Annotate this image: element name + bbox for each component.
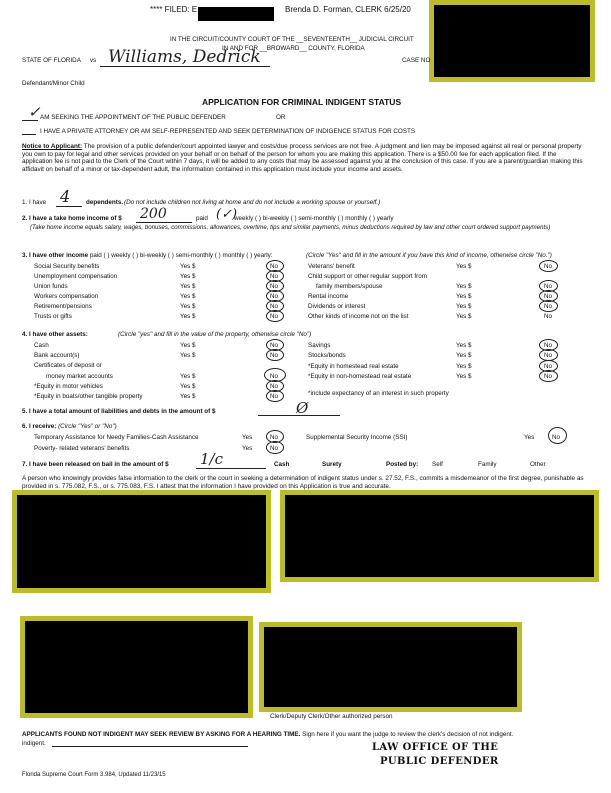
q4-no: No [544, 373, 553, 380]
q3-no: No [544, 293, 553, 300]
q2-weekly-check-icon: (✓) [216, 207, 238, 222]
q3-right-item: family members/spouse [316, 283, 383, 290]
q4-left-item: Cash [34, 342, 49, 349]
q3-right-item: Veterans' benefit [308, 263, 355, 270]
q2-line [136, 222, 192, 223]
q3-no: No [270, 283, 279, 290]
q7-surety: Surety [322, 461, 342, 468]
redaction-box-case-number [429, 0, 595, 82]
stamp-line-1: LAW OFFICE OF THE [372, 742, 499, 753]
q4-no: No [544, 352, 553, 359]
q3-yes: Yes $ [456, 263, 472, 270]
q4-right-item: *Equity in homestead real estate [308, 363, 399, 370]
q6-item-ssi: Supplemental Security Income (SSI) [306, 434, 408, 441]
q1-dependents-value: 4 [60, 187, 71, 206]
q3-yes: Yes $ [180, 293, 196, 300]
q4-left-item: money market accounts [46, 373, 113, 380]
circle-no-mark [539, 370, 558, 382]
stamp-line-2: PUBLIC DEFENDER [380, 756, 499, 767]
q4-yes: Yes $ [180, 373, 196, 380]
q4-no: No [270, 393, 279, 400]
filed-suffix: Brenda D. Forman, CLERK 6/25/20 [285, 5, 411, 14]
filed-stamp [150, 5, 197, 14]
q5-liabilities-value: Ø [296, 399, 309, 417]
q3-left-item: Unemployment compensation [34, 273, 118, 280]
filed-prefix: **** FILED: E [150, 5, 198, 14]
option-2-line [22, 134, 36, 135]
q7-label: 7. I have been released on bail in the amount of $ [22, 461, 169, 468]
q4-yes: Yes $ [456, 373, 472, 380]
q3-label-rest: paid ( ) weekly ( ) bi-weekly ( ) semi-monthly ( ) monthly ( ) yearly: [88, 252, 273, 259]
court-line-2: IN AND FOR __BROWARD__ COUNTY, FLORIDA [222, 45, 365, 52]
circle-no-mark [548, 427, 567, 444]
state-of-florida: STATE OF FLORIDA [22, 57, 81, 64]
option-1: AM SEEKING THE APPOINTMENT OF THE PUBLIC DEFENDER [40, 114, 226, 121]
q4-no: No [270, 352, 279, 359]
vs-label: vs [90, 57, 97, 64]
q3-yes: Yes $ [180, 313, 196, 320]
q3-left-item: Retirement/pensions [34, 303, 92, 310]
q3-right-item: Other kinds of income not on the list [308, 313, 409, 320]
court-line-1: IN THE CIRCUIT/COUNTY COURT OF THE __SEVENTEENTH__ JUDICIAL CIRCUIT [170, 36, 414, 43]
q3-note: (Circle "Yes" and fill in the amount if you have this kind of income, otherwise circle "No.") [306, 252, 552, 259]
notice-text: The provision of a public defender/court appointed lawyer and costs/due process services are not free. A judgment and lien may be imposed against all real or personal property you own to pay for legal and other services provided on your behalf or on behalf of the person for whom you are making this application. There is a $50.00 fee for each application filed. If the application fee is not paid to the Clerk of the Court within 7 days, it will be added to any costs that may be assessed against you at the conclusion of this case. If you are a parent/guardian making this affidavit on behalf of a minor or tax-dependent adult, the information contained in this application must include your income and assets. [22, 143, 583, 173]
q4-yes: Yes $ [180, 393, 196, 400]
q3-no: No [270, 293, 279, 300]
q3-yes: Yes $ [456, 283, 472, 290]
option-or: OR [276, 114, 286, 121]
q2-label: 2. I have a take home income of $ [22, 215, 122, 222]
q3-no: No [270, 313, 279, 320]
q6-item-veterans: Poverty- related veterans' benefits [34, 445, 130, 452]
q3-no: No [270, 273, 279, 280]
q4-label: 4. I have other assets: [22, 331, 88, 338]
q3-left-item: Union funds [34, 283, 68, 290]
q2-paid: paid [196, 215, 208, 222]
q7-cash: Cash [274, 461, 290, 468]
q6-yes: Yes [524, 434, 535, 441]
q4-no: No [544, 342, 553, 349]
notice-paragraph [22, 143, 588, 173]
q3-yes: Yes $ [456, 303, 472, 310]
q3-no: No [270, 263, 279, 270]
q1-label: 1. I have [22, 199, 47, 206]
q4-yes: Yes $ [456, 363, 472, 370]
q4-yes: Yes $ [456, 352, 472, 359]
form-title: APPLICATION FOR CRIMINAL INDIGENT STATUS [202, 97, 402, 107]
redaction-box-date [20, 616, 253, 718]
q3-yes: Yes $ [180, 263, 196, 270]
q3-left-item: Trusts or gifts [34, 313, 72, 320]
q6-no: No [270, 434, 279, 441]
q1-note: (Do not include children not living at home and do not include a working spouse or yourself.) [124, 199, 381, 206]
redaction-box-address [280, 490, 599, 582]
q4-yes: Yes $ [180, 352, 196, 359]
redaction-box-clerk [259, 622, 522, 712]
q4-right-item: *Equity in non-homestead real estate [308, 373, 412, 380]
q3-no: No [544, 283, 553, 290]
clerk-signature-label: Clerk/Deputy Clerk/Other authorized person [270, 713, 393, 720]
q2-note: (Take home income equals salary, wages, bonuses, commissions, allowances, overtime, tips and similar payments, minus deductions required by law and other court ordered support payments) [30, 224, 551, 231]
circle-no-mark [539, 300, 558, 312]
q4-right-item: Savings [308, 342, 331, 349]
redaction-filed [198, 7, 274, 21]
q3-heading [22, 252, 273, 259]
q4-right-item: Stocks/bonds [308, 352, 346, 359]
case-no-label: CASE NO [402, 57, 431, 64]
q4-no: No [544, 363, 553, 370]
q3-yes: Yes $ [456, 313, 472, 320]
circle-no-mark [266, 441, 284, 454]
q3-right-item: Rental income [308, 293, 349, 300]
q5-label: 5. I have a total amount of liabilities and debts in the amount of $ [22, 408, 216, 415]
redaction-box-signature [12, 490, 271, 593]
hearing-notice [22, 731, 513, 738]
q6-heading [22, 423, 117, 430]
checkmark-option-1: ✓ [28, 103, 41, 121]
q2-income-value: 200 [140, 206, 167, 222]
q4-left-item: *Equity in motor vehicles [34, 383, 103, 390]
hearing-notice-rest: Sign here if you want the judge to review the clerk's decision of not indigent. [300, 731, 514, 738]
q3-no: No [544, 313, 553, 320]
q1-dependents-label: dependents. [86, 199, 124, 206]
defendant-name-handwritten: Williams, Dedrick [108, 47, 261, 67]
q6-yes: Yes [242, 445, 253, 452]
q3-left-item: Social Security benefits [34, 263, 100, 270]
q2-frequency: weekly ( ) bi-weekly ( ) semi-monthly ( ) monthly ( ) yearly [234, 215, 394, 222]
q3-no: No [270, 303, 279, 310]
notice-label: Notice to Applicant: [22, 143, 83, 150]
circle-no-mark [266, 310, 284, 322]
q7-family: Family [478, 461, 497, 468]
q3-no: No [544, 303, 553, 310]
circle-no-mark [266, 390, 284, 402]
option-1-line [22, 120, 38, 121]
q4-right-item: *include expectancy of an interest in such property [308, 390, 449, 397]
q4-no: No [270, 373, 279, 380]
perjury-statement: A person who knowingly provides false information to the clerk or the court in seeking a determination of indigent status under s. 27.52, F.S., commits a misdemeanor of the first degree, punishable as provided in s. 775.082, F.S., or s. 775.083, F.S. I attest that the information I have provided on this Application is true and accurate. [22, 475, 584, 490]
defendant-line [100, 66, 270, 67]
q4-left-item: Bank account(s) [34, 352, 80, 359]
q3-yes: Yes $ [180, 283, 196, 290]
q4-no: No [270, 383, 279, 390]
q6-yes: Yes [242, 434, 253, 441]
q3-yes: Yes $ [456, 293, 472, 300]
q3-label: 3. I have other income [22, 252, 89, 259]
defendant-label: Defendant/Minor Child [22, 80, 85, 87]
q7-posted-by: Posted by: [386, 461, 419, 468]
form-number: Florida Supreme Court Form 3.984, Updated 11/23/15 [22, 772, 166, 778]
q3-left-item: Workers compensation [34, 293, 99, 300]
hearing-signature-line [52, 746, 248, 747]
q3-yes: Yes $ [180, 303, 196, 310]
q6-note: (Circle "Yes" or "No") [58, 423, 117, 430]
q4-note: (Circle "yes" and fill in the value of the property, otherwise circle "No") [118, 331, 312, 338]
q3-yes: Yes $ [180, 273, 196, 280]
q4-yes: Yes $ [456, 342, 472, 349]
q7-line [196, 468, 266, 469]
q3-no: No [544, 263, 553, 270]
circle-no-mark [266, 349, 284, 361]
q1-line [56, 206, 82, 207]
hearing-notice-bold: APPLICANTS FOUND NOT INDIGENT MAY SEEK REVIEW BY ASKING FOR A HEARING TIME. [22, 731, 301, 738]
q7-bail-value: 1/c [200, 450, 223, 468]
indigent-word: indigent. [22, 740, 46, 747]
q4-left-item: Certificates of deposit or [34, 362, 102, 369]
q6-label: 6. I receive: [22, 423, 57, 430]
circle-no-mark [539, 260, 558, 272]
q6-item-tanf: Temporary Assistance for Needy Families-Cash Assistance [34, 434, 199, 441]
q7-self: Self [432, 461, 443, 468]
q4-no: No [270, 342, 279, 349]
q3-right-item: Child support or other regular support from [308, 273, 427, 280]
q4-yes: Yes $ [180, 383, 196, 390]
option-2: I HAVE A PRIVATE ATTORNEY OR AM SELF-REPRESENTED AND SEEK DETERMINATION OF INDIGENCE STATUS FOR COSTS [40, 128, 416, 135]
q6-no: No [552, 434, 561, 441]
q4-yes: Yes $ [180, 342, 196, 349]
q4-left-item: *Equity in boats/other tangible property [34, 393, 143, 400]
q6-no: No [270, 445, 279, 452]
q7-other: Other [530, 461, 546, 468]
q3-right-item: Dividends or interest [308, 303, 366, 310]
